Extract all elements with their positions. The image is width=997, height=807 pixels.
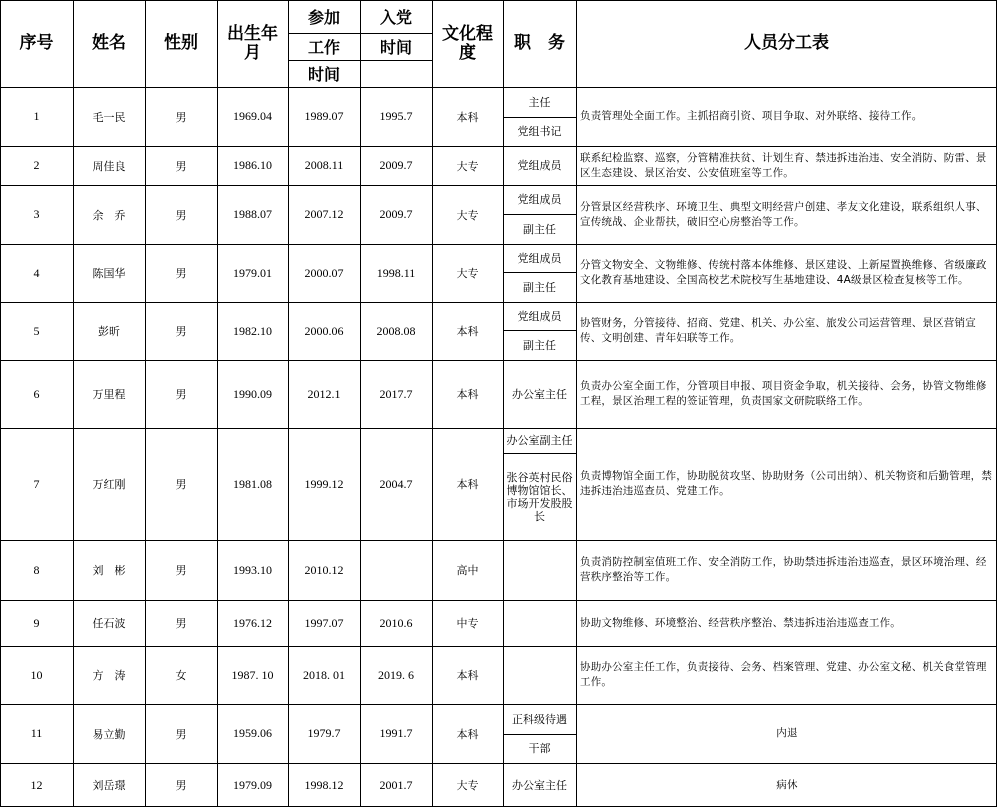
header-work-time-2: 工作 xyxy=(307,38,340,57)
row-education: 大专 xyxy=(456,208,479,222)
row-position: 副主任 xyxy=(523,338,556,352)
row-education: 本科 xyxy=(456,110,479,124)
row-seq: 9 xyxy=(33,615,40,630)
row-education: 本科 xyxy=(456,478,479,491)
row-education: 本科 xyxy=(456,325,479,338)
row-party-time: 2009.7 xyxy=(379,207,413,221)
row-party-time: 2019. 6 xyxy=(378,667,414,682)
row-position: 干部 xyxy=(528,742,551,755)
row-education: 本科 xyxy=(456,727,479,741)
row-birth: 1976.12 xyxy=(233,615,272,630)
grid-vline xyxy=(503,0,504,807)
row-position: 党组成员 xyxy=(517,193,562,206)
row-position: 副主任 xyxy=(523,222,556,236)
row-position: 主任 xyxy=(528,95,551,109)
grid-hline xyxy=(503,272,576,273)
grid-hline xyxy=(0,540,997,541)
row-education: 大专 xyxy=(456,779,479,792)
row-work-time: 2000.07 xyxy=(304,265,344,280)
row-gender: 男 xyxy=(175,478,187,491)
header-work-time-1: 参加 xyxy=(307,8,340,27)
row-education: 本科 xyxy=(456,669,479,682)
row-seq: 3 xyxy=(33,207,40,221)
row-education: 高中 xyxy=(456,564,479,577)
grid-hline xyxy=(0,763,997,764)
row-position: 党组书记 xyxy=(517,125,562,138)
row-birth: 1959.06 xyxy=(233,726,272,740)
row-seq: 8 xyxy=(33,562,40,577)
grid-hline xyxy=(288,60,432,61)
row-work-time: 2008.11 xyxy=(304,158,344,172)
grid-vline xyxy=(432,0,433,807)
grid-hline xyxy=(503,330,576,331)
row-work-time: 1989.07 xyxy=(304,109,344,123)
row-seq: 6 xyxy=(33,386,40,401)
row-position: 党组成员 xyxy=(517,251,562,265)
row-duties: 分管文物安全、文物维修、传统村落本体维修、景区建设、上新屋置换维修、省级廉政文化教育基地建设、全国高校艺术院校写生基地建设、4A级景区检查复核等工作。 xyxy=(580,259,987,286)
row-duties: 协助文物维修、环境整治、经营秩序整治、禁违拆违治违巡查工作。 xyxy=(580,616,901,629)
row-birth: 1990.09 xyxy=(233,386,272,401)
grid-hline xyxy=(0,302,997,303)
row-seq: 5 xyxy=(33,323,40,338)
row-work-time: 1997.07 xyxy=(304,615,344,630)
row-party-time: 2008.08 xyxy=(376,323,416,338)
row-gender: 男 xyxy=(175,110,187,124)
header-seq: 序号 xyxy=(19,33,54,53)
row-education: 大专 xyxy=(456,159,479,173)
row-work-time: 2012.1 xyxy=(307,386,341,401)
row-name: 方 涛 xyxy=(92,669,126,682)
row-name: 易立勤 xyxy=(92,727,126,741)
row-name: 余 乔 xyxy=(92,208,126,222)
grid-vline xyxy=(288,0,289,807)
row-gender: 女 xyxy=(175,669,187,682)
row-birth: 1979.09 xyxy=(233,777,272,792)
header-party-time-1: 入党 xyxy=(379,8,412,27)
row-work-time: 1999.12 xyxy=(304,476,344,491)
row-gender: 男 xyxy=(175,159,187,173)
row-duties: 协助办公室主任工作，负责接待、会务、档案管理、党建、办公室文秘、机关食堂管理工作。 xyxy=(580,661,987,688)
row-duties: 分管景区经营秩序、环境卫生、典型文明经营户创建、孝友文化建设，联系组织人事、宣传统战、企业帮扶，破旧空心房整治等工作。 xyxy=(580,200,987,228)
row-party-time: 1991.7 xyxy=(379,726,413,740)
grid-hline xyxy=(0,244,997,245)
row-work-time: 2018. 01 xyxy=(303,667,345,682)
row-birth: 1979.01 xyxy=(233,265,272,280)
row-birth: 1986.10 xyxy=(233,158,272,172)
row-gender: 男 xyxy=(175,208,187,222)
row-name: 任石波 xyxy=(92,617,126,630)
grid-vline xyxy=(576,0,577,807)
row-duties: 联系纪检监察、巡察，分管精准扶贫、计划生育、禁违拆违治违、安全消防、防雷、景区生态建设、景区治安、公安值班室等工作。 xyxy=(580,151,987,179)
row-duties: 负责管理处全面工作。主抓招商引资、项目争取、对外联络、接待工作。 xyxy=(580,110,923,122)
row-seq: 11 xyxy=(30,726,43,740)
grid-hline xyxy=(0,87,997,88)
grid-hline xyxy=(503,734,576,735)
row-work-time: 1998.12 xyxy=(304,777,344,792)
header-work-time-3: 时间 xyxy=(307,65,340,84)
row-work-time: 1979.7 xyxy=(307,726,341,740)
row-gender: 男 xyxy=(175,325,187,338)
row-party-time: 2010.6 xyxy=(379,615,413,630)
grid-hline xyxy=(288,33,432,34)
row-party-time: 2001.7 xyxy=(379,777,413,792)
row-gender: 男 xyxy=(175,388,187,401)
header-position: 职 务 xyxy=(514,33,565,53)
header-birth: 出生年月 xyxy=(227,23,278,63)
row-gender: 男 xyxy=(175,727,187,741)
header-name: 姓名 xyxy=(92,33,126,53)
row-work-time: 2007.12 xyxy=(304,207,344,221)
row-gender: 男 xyxy=(175,564,187,577)
grid-vline xyxy=(0,0,1,807)
row-birth: 1981.08 xyxy=(233,476,272,491)
row-name: 毛一民 xyxy=(92,110,126,124)
row-position: 正科级待遇 xyxy=(512,712,567,726)
row-position: 党组成员 xyxy=(517,159,562,172)
row-seq: 1 xyxy=(33,109,40,123)
row-party-time: 1998.11 xyxy=(376,265,416,280)
grid-vline xyxy=(145,0,146,807)
row-duties: 协管财务，分管接待、招商、党建、机关、办公室、旅发公司运营管理、景区营销宣传、文明创建、青年妇联等工作。 xyxy=(580,317,976,344)
row-gender: 男 xyxy=(175,267,187,280)
row-position: 党组成员 xyxy=(517,309,562,323)
grid-vline xyxy=(73,0,74,807)
row-name: 周佳良 xyxy=(92,159,126,173)
row-duties: 负责消防控制室值班工作、安全消防工作，协助禁违拆违治违巡查，景区环境治理、经营秩序整治等工作。 xyxy=(580,556,987,583)
grid-hline xyxy=(0,646,997,647)
grid-vline xyxy=(217,0,218,807)
row-seq: 12 xyxy=(30,777,43,792)
row-seq: 2 xyxy=(33,158,40,172)
row-position: 办公室主任 xyxy=(512,778,567,792)
row-gender: 男 xyxy=(175,617,187,630)
row-duties: 病休 xyxy=(776,778,798,791)
row-name: 刘 彬 xyxy=(92,564,126,577)
grid-hline xyxy=(0,185,997,186)
row-seq: 10 xyxy=(30,667,43,682)
row-position: 办公室主任 xyxy=(512,387,567,401)
row-birth: 1982.10 xyxy=(233,323,272,338)
row-work-time: 2000.06 xyxy=(304,323,344,338)
header-gender: 性别 xyxy=(164,33,198,53)
row-seq: 7 xyxy=(33,476,40,491)
row-party-time: 2009.7 xyxy=(379,158,413,172)
row-party-time: 2004.7 xyxy=(379,476,413,491)
grid-hline xyxy=(503,214,576,215)
row-party-time: 1995.7 xyxy=(379,109,413,123)
grid-hline xyxy=(0,428,997,429)
header-party-time-2: 时间 xyxy=(379,38,412,57)
row-name: 万里程 xyxy=(92,388,126,401)
row-duties: 负责博物馆全面工作，协助脱贫攻坚、协助财务（公司出纳）、机关物资和后勤管理，禁违拆违治违巡查员、党建工作。 xyxy=(580,470,993,497)
grid-hline xyxy=(0,146,997,147)
row-education: 大专 xyxy=(456,267,479,280)
row-birth: 1987. 10 xyxy=(231,667,274,682)
row-education: 中专 xyxy=(456,617,479,630)
row-gender: 男 xyxy=(175,779,187,792)
grid-hline xyxy=(0,360,997,361)
row-name: 陈国华 xyxy=(92,267,126,280)
grid-hline xyxy=(0,0,997,1)
row-birth: 1993.10 xyxy=(233,562,272,577)
row-name: 刘岳璟 xyxy=(92,779,126,792)
row-seq: 4 xyxy=(33,265,40,280)
grid-vline xyxy=(360,0,361,807)
row-birth: 1969.04 xyxy=(233,109,272,123)
row-position: 办公室副主任 xyxy=(506,434,573,447)
row-birth: 1988.07 xyxy=(233,207,272,221)
grid-hline xyxy=(0,600,997,601)
row-duties: 内退 xyxy=(776,727,798,739)
grid-hline xyxy=(0,704,997,705)
row-name: 彭昕 xyxy=(98,325,120,338)
grid-hline xyxy=(503,453,576,454)
row-work-time: 2010.12 xyxy=(304,562,344,577)
row-duties: 负责办公室全面工作，分管项目申报、项目资金争取，机关接待、会务，协管文物维修工程，景区治理工程的签证管理，负责国家文研院联络工作。 xyxy=(580,380,987,407)
row-position: 副主任 xyxy=(523,280,556,294)
row-position: 张谷英村民俗博物馆馆长、市场开发股股长 xyxy=(506,470,573,523)
header-duties: 人员分工表 xyxy=(744,33,829,53)
header-education: 文化程度 xyxy=(442,23,493,63)
row-name: 万红刚 xyxy=(92,478,126,491)
row-party-time: 2017.7 xyxy=(379,386,413,401)
row-education: 本科 xyxy=(456,388,479,401)
grid-hline xyxy=(503,117,576,118)
